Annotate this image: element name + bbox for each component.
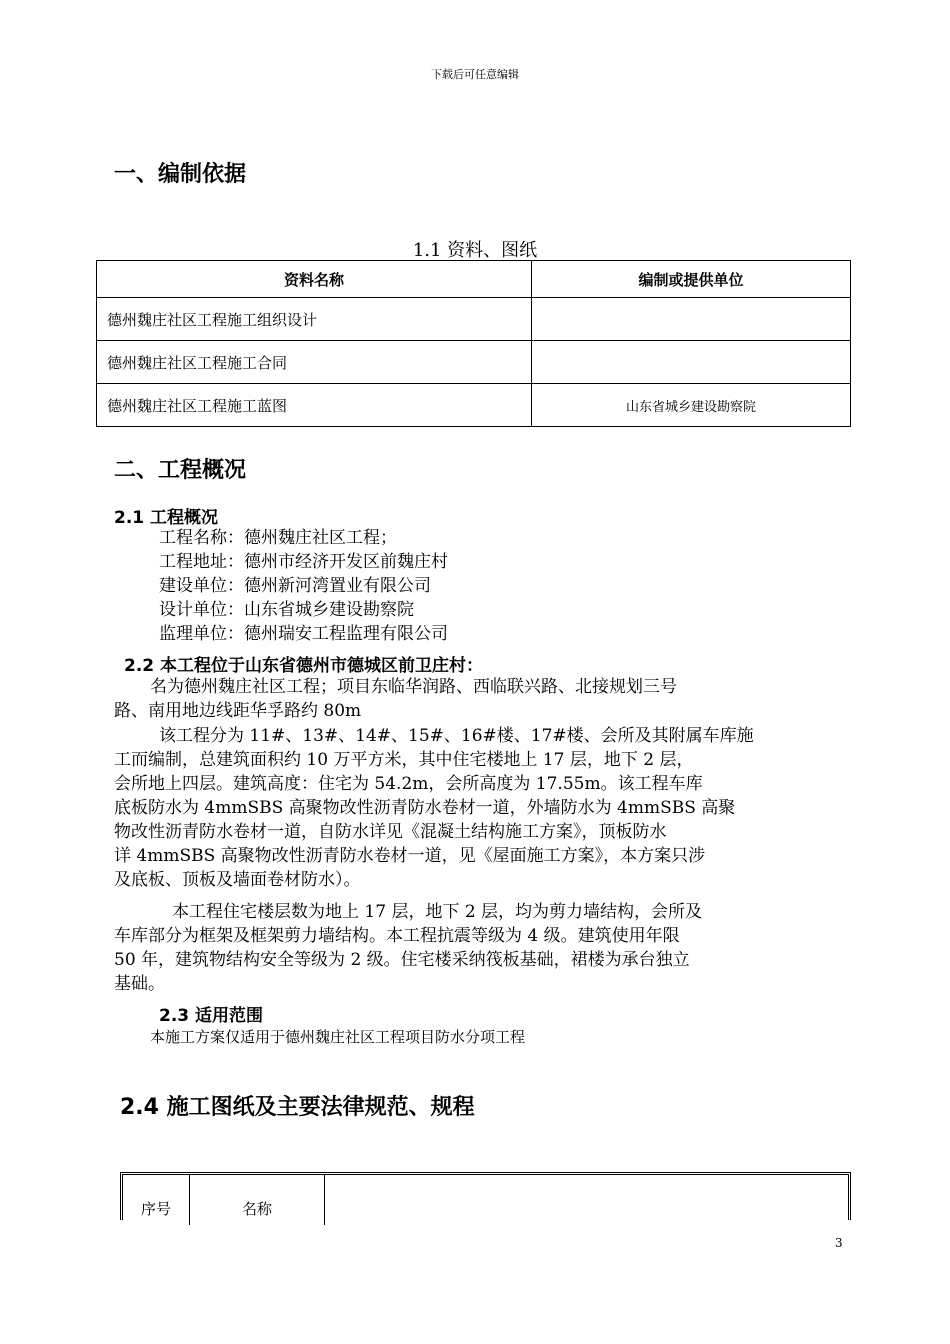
subsection-2-2-title: 2.2 本工程位于山东省德州市德城区前卫庄村： [124,656,484,676]
table-header-row [123,1175,848,1225]
table-header-row [97,261,851,298]
structure-paragraph [114,900,702,996]
column-header-document-name: 资料名称 [97,261,532,298]
paragraph-line: 底板防水为 4mmSBS 高聚物改性沥青防水卷材一道，外墙防水为 4mmSBS 高聚 [114,798,736,818]
table-row [97,341,851,384]
subsection-2-1-title: 2.1 工程概况 [114,508,219,528]
table-cell [532,341,851,384]
paragraph-line: 路、南用地边线距华孚路约 80m [114,701,362,721]
paragraph-line: 50 年，建筑物结构安全等级为 2 级。住宅楼采纳筏板基础，裙楼为承台独立 [114,950,690,970]
section-1-title: 一、编制依据 [114,162,247,187]
page-number: 3 [835,1236,843,1250]
table-cell: 德州魏庄社区工程施工合同 [97,341,532,384]
table-cell [532,298,851,341]
project-info-list [159,526,448,646]
column-header-blank [325,1175,849,1225]
subsection-2-3-title: 2.3 适用范围 [159,1006,264,1026]
paragraph-line: 详 4mmSBS 高聚物改性沥青防水卷材一道，见《屋面施工方案》，本方案只涉 [114,846,706,866]
paragraph-line: 本工程住宅楼层数为地上 17 层，地下 2 层，均为剪力墙结构，会所及 [172,902,703,922]
subsection-2-4-title: 2.4 施工图纸及主要法律规范、规程 [120,1095,475,1120]
table-cell: 山东省城乡建设勘察院 [532,384,851,427]
paragraph-line: 工而编制，总建筑面积约 10 万平方米，其中住宅楼地上 17 层，地下 2 层， [114,750,694,770]
documents-table [96,260,851,427]
table-row [97,298,851,341]
table-cell: 德州魏庄社区工程施工蓝图 [97,384,532,427]
table-caption: 1.1 资料、图纸 [412,240,538,261]
table-cell: 德州魏庄社区工程施工组织设计 [97,298,532,341]
paragraph-line: 会所地上四层。建筑高度：住宅为 54.2m，会所高度为 17.55m。该工程车库 [114,774,703,794]
paragraph-line: 基础。 [114,974,165,994]
column-header-number: 序号 [123,1175,190,1225]
project-info-line: 监理单位：德州瑞安工程监理有限公司 [159,624,448,644]
project-info-line: 设计单位：山东省城乡建设勘察院 [159,600,414,620]
project-info-line: 建设单位：德州新河湾置业有限公司 [159,576,431,596]
paragraph-line: 名为德州魏庄社区工程；项目东临华润路、西临联兴路、北接规划三号 [150,677,677,697]
project-info-line: 工程名称：德州魏庄社区工程； [159,528,397,548]
paragraph-line: 车库部分为框架及框架剪力墙结构。本工程抗震等级为 4 级。建筑使用年限 [114,926,680,946]
regulations-table [120,1172,851,1220]
scope-paragraph [114,724,754,892]
header-note: 下载后可任意编辑 [431,68,519,81]
location-paragraph [114,675,677,723]
section-2-title: 二、工程概况 [114,458,247,483]
scope-text: 本施工方案仅适用于德州魏庄社区工程项目防水分项工程 [150,1028,526,1046]
project-info-line: 工程地址：德州市经济开发区前魏庄村 [159,552,448,572]
column-header-name: 名称 [190,1175,325,1225]
column-header-provider: 编制或提供单位 [532,261,851,298]
paragraph-line: 及底板、顶板及墙面卷材防水）。 [114,870,361,890]
paragraph-line: 该工程分为 11#、13#、14#、15#、16#楼、17#楼、会所及其附属车库施 [159,726,754,746]
table-row [97,384,851,427]
paragraph-line: 物改性沥青防水卷材一道，自防水详见《混凝土结构施工方案》，顶板防水 [114,822,667,842]
